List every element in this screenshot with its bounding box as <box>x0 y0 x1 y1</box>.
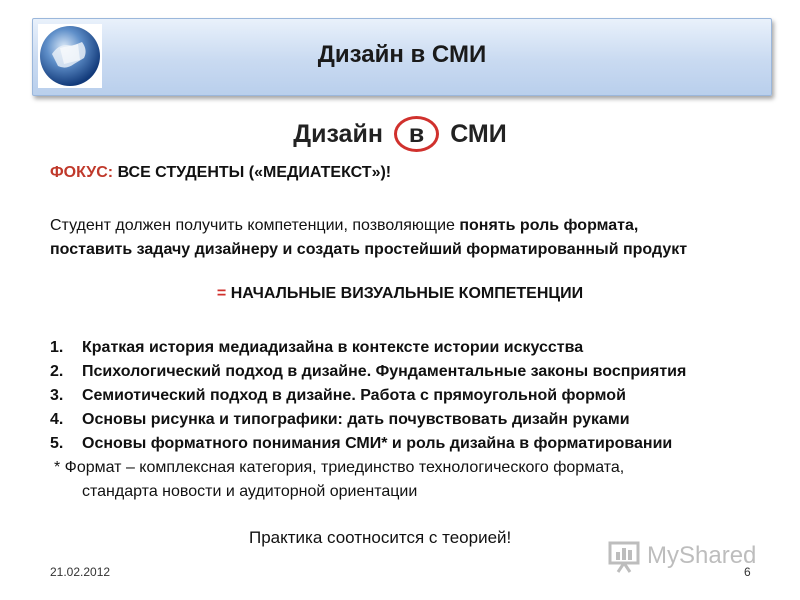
list-item <box>50 384 790 408</box>
watermark-text: MyShared <box>647 542 757 569</box>
page-number: 6 <box>744 565 751 579</box>
item-number: 2. <box>50 363 64 380</box>
subtitle-left: Дизайн <box>293 120 383 148</box>
item-text: Основы рисунка и типографики: дать почувствовать дизайн руками <box>82 411 630 428</box>
item-text: Семиотический подход в дизайне. Работа с прямоугольной формой <box>82 387 626 404</box>
focus-text: ВСЕ СТУДЕНТЫ («МЕДИАТЕКСТ»)! <box>117 164 392 181</box>
watermark-logo <box>607 536 767 576</box>
slide-date: 21.02.2012 <box>50 565 111 579</box>
competencies-heading <box>0 285 800 303</box>
competencies-text: НАЧАЛЬНЫЕ ВИЗУАЛЬНЫЕ КОМПЕТЕНЦИИ <box>230 285 584 302</box>
footnote-line-2: стандарта новости и аудиторной ориентации <box>82 483 418 500</box>
footnote-line-1: * Формат – комплексная категория, триединство технологического формата, <box>54 459 625 476</box>
intro-paragraph <box>50 214 770 262</box>
focus-line <box>50 164 391 182</box>
slide-title: Дизайн в СМИ <box>317 41 487 68</box>
item-number: 4. <box>50 411 64 428</box>
globe-icon <box>38 24 102 88</box>
list-item <box>50 336 790 360</box>
item-number: 5. <box>50 435 64 452</box>
equals-sign: = <box>216 285 227 302</box>
list-item <box>50 408 790 432</box>
focus-label: ФОКУС: <box>50 164 114 181</box>
item-number: 1. <box>50 339 64 356</box>
subtitle-right: СМИ <box>450 120 507 148</box>
subtitle <box>0 116 800 152</box>
topics-list <box>50 336 790 456</box>
practice-note: Практика соотносится с теорией! <box>249 528 512 547</box>
presentation-icon <box>607 538 643 574</box>
title-bar <box>32 18 772 96</box>
item-text: Краткая история медиадизайна в контексте истории искусства <box>82 339 584 356</box>
list-item <box>50 360 790 384</box>
item-text: Основы форматного понимания СМИ* и роль дизайна в форматировании <box>82 435 673 452</box>
item-number: 3. <box>50 387 64 404</box>
circled-preposition: в <box>394 116 439 152</box>
intro-bold2: поставить задачу дизайнеру и создать простейший форматированный продукт <box>50 241 688 258</box>
intro-bold1: понять роль формата, <box>459 217 639 234</box>
list-item <box>50 432 790 456</box>
item-text: Психологический подход в дизайне. Фундаментальные законы восприятия <box>82 363 687 380</box>
intro-part1: Студент должен получить компетенции, позволяющие <box>50 217 460 234</box>
